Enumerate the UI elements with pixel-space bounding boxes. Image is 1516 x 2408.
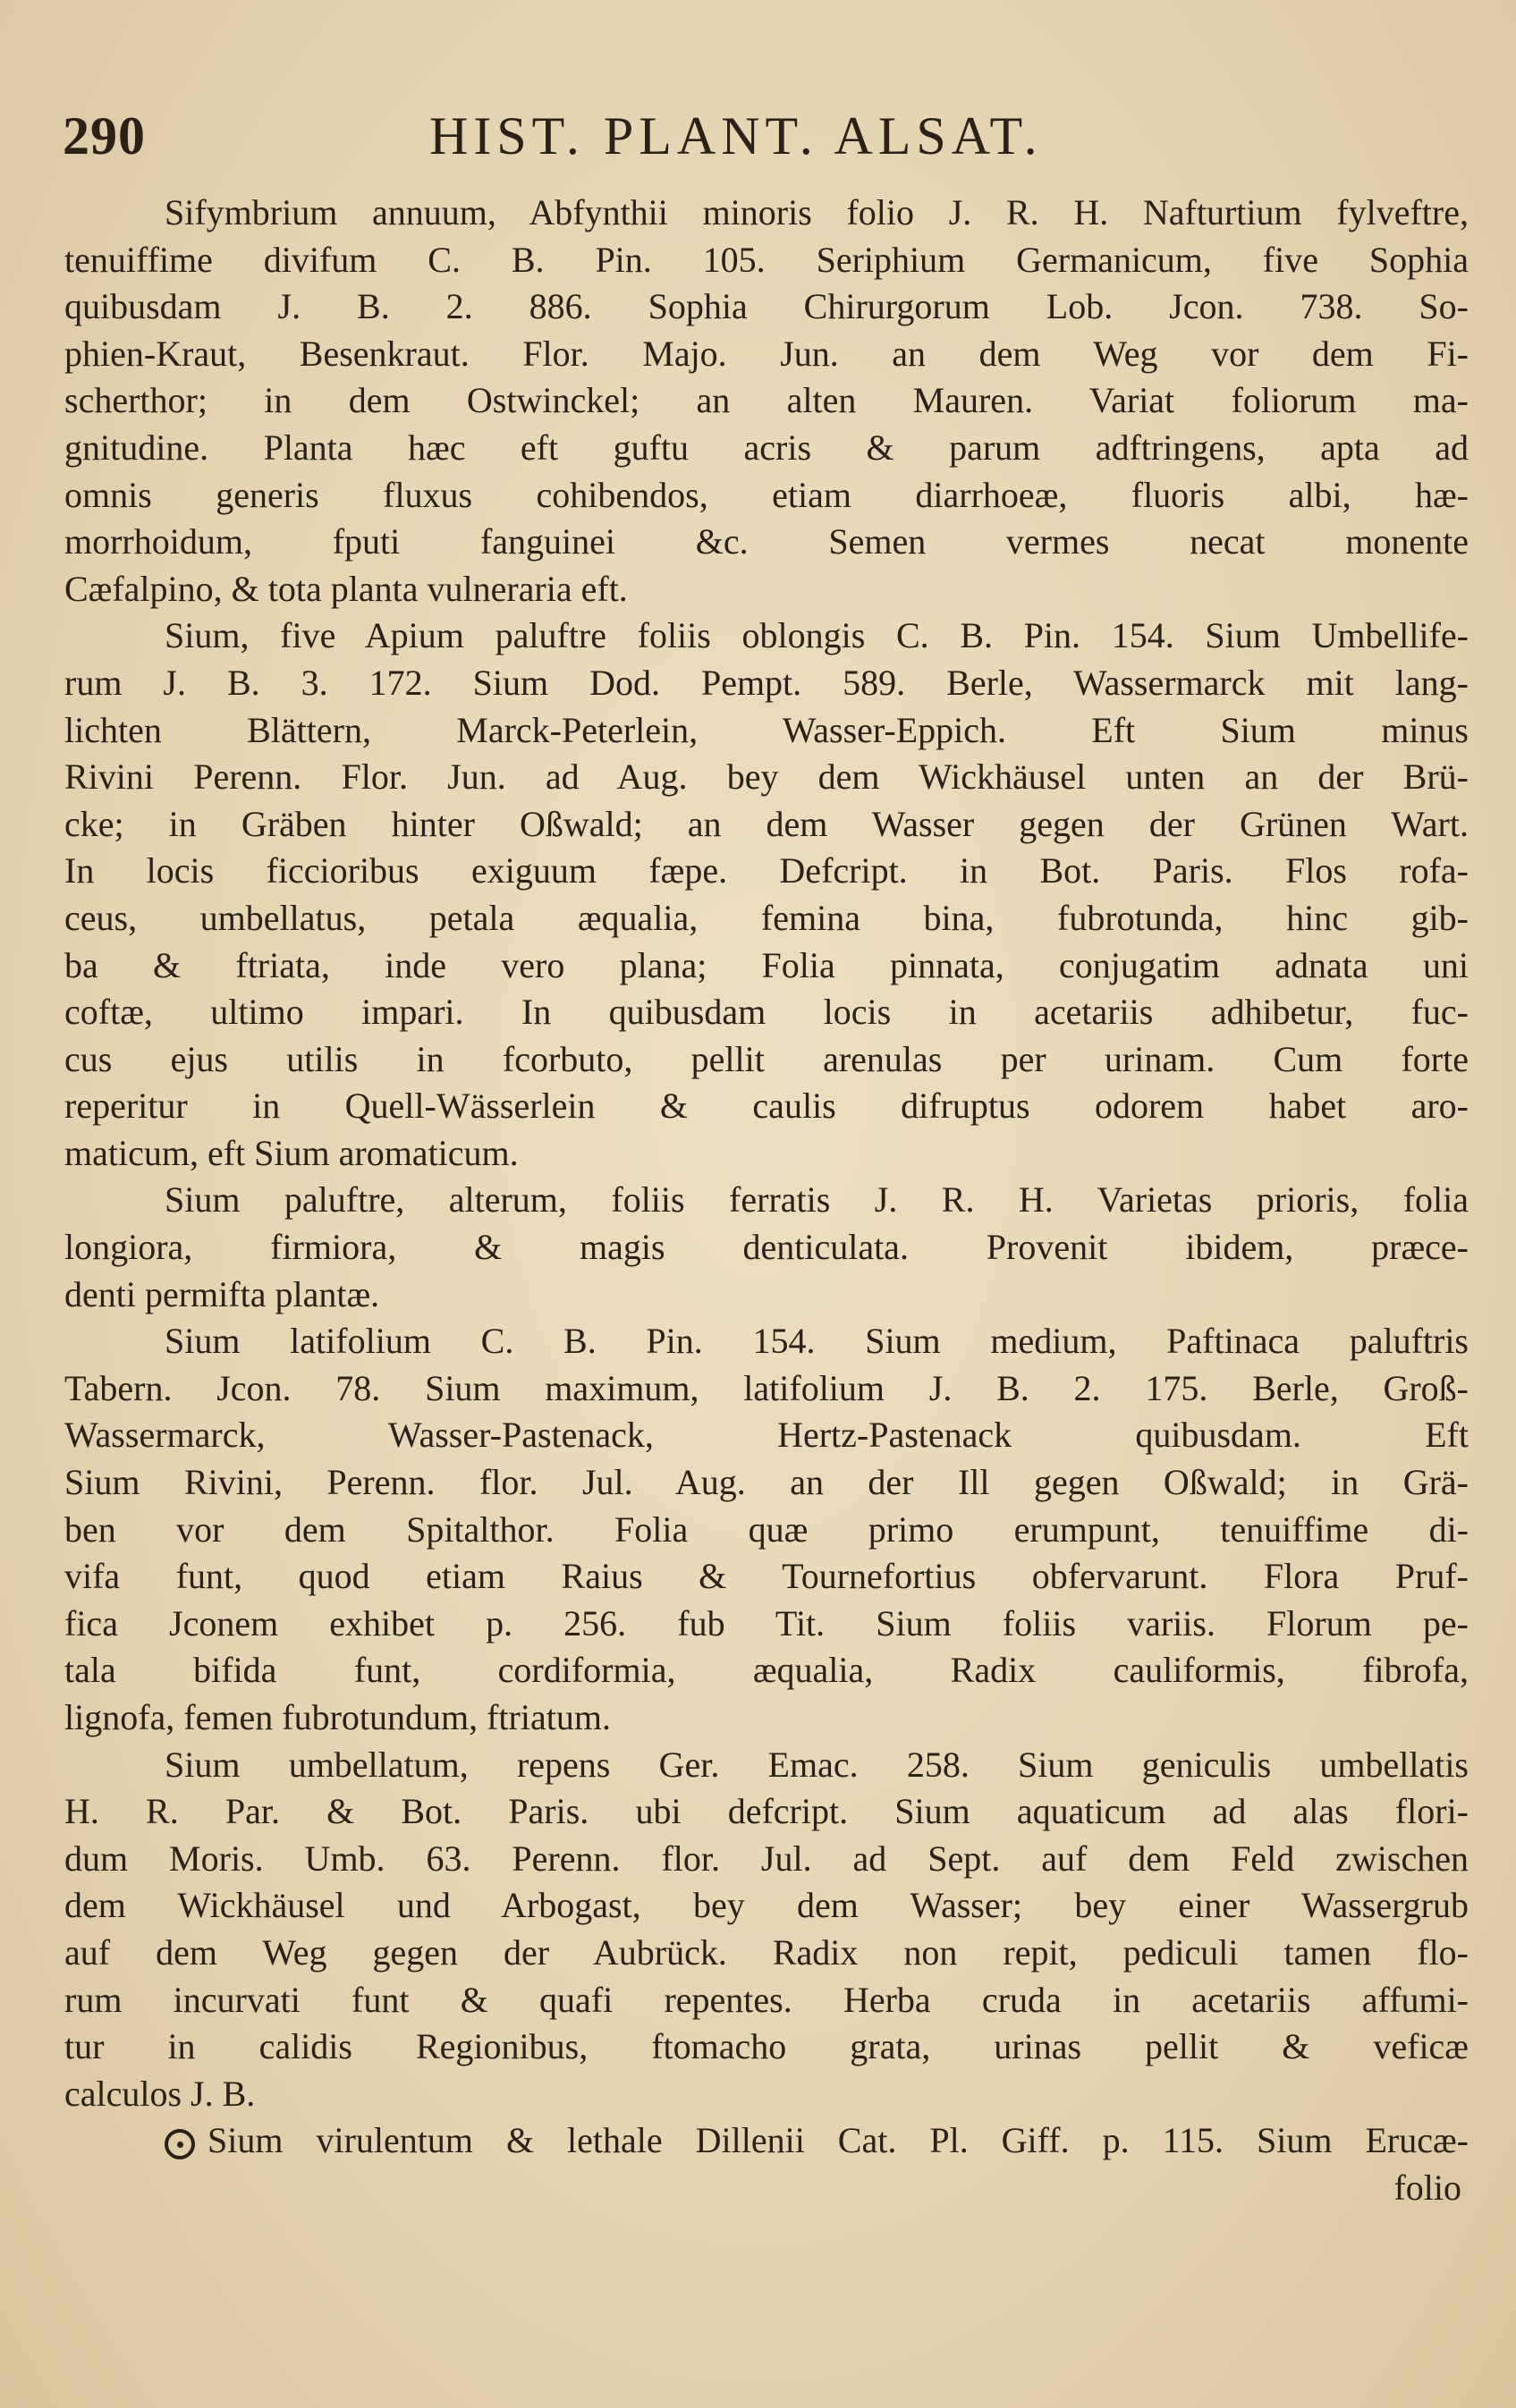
text-line: phien-Kraut, Besenkraut. Flor. Majo. Jun. an dem Weg vor dem Fi- — [64, 333, 1469, 374]
text-line: Sium umbellatum, repens Ger. Emac. 258. Sium geniculis umbellatis — [165, 1744, 1469, 1785]
text-line: Sium, five Apium paluftre foliis oblongis C. B. Pin. 154. Sium Umbellife- — [165, 615, 1469, 656]
bullet-circle-icon — [165, 2129, 195, 2159]
text-line: lignofa, femen fubrotundum, ftriatum. — [64, 1697, 611, 1737]
text-line: quibusdam J. B. 2. 886. Sophia Chirurgorum Lob. Jcon. 738. So- — [64, 286, 1469, 327]
text-line: Tabern. Jcon. 78. Sium maximum, latifolium J. B. 2. 175. Berle, Groß- — [64, 1367, 1469, 1408]
text-line: H. R. Par. & Bot. Paris. ubi defcript. Sium aquaticum ad alas flori- — [64, 1791, 1469, 1832]
text-line: dum Moris. Umb. 63. Perenn. flor. Jul. ad Sept. auf dem Feld zwischen — [64, 1838, 1469, 1879]
text-line: Sium Rivini, Perenn. flor. Jul. Aug. an der Ill gegen Oßwald; in Grä- — [64, 1462, 1469, 1503]
page-header — [63, 106, 1476, 186]
text-line: ben vor dem Spitalthor. Folia quæ primo erumpunt, tenuiffime di- — [64, 1508, 1469, 1550]
text-line: tur in calidis Regionibus, ftomacho grata, urinas pellit & veficæ — [64, 2026, 1469, 2067]
text-line: Rivini Perenn. Flor. Jun. ad Aug. bey dem Wickhäusel unten an der Brü- — [64, 756, 1469, 798]
text-line: gnitudine. Planta hæc eft guftu acris & parum adftringens, apta ad — [64, 427, 1469, 468]
text-line: Wassermarck, Wasser-Pastenack, Hertz-Pastenack quibusdam. Eft — [64, 1415, 1469, 1456]
text-line: lichten Blättern, Marck-Peterlein, Wasser-Eppich. Eft Sium minus — [64, 709, 1469, 750]
text-line: Cæfalpino, & tota planta vulneraria eft. — [64, 568, 628, 609]
text-line: ba & ftriata, inde vero plana; Folia pinnata, conjugatim adnata uni — [64, 944, 1469, 985]
text-line: Sifymbrium annuum, Abfynthii minoris folio J. R. H. Nafturtium fylveftre, — [165, 192, 1469, 232]
text-line: fica Jconem exhibet p. 256. fub Tit. Sium foliis variis. Florum pe- — [64, 1602, 1469, 1643]
body-text — [64, 190, 1469, 2212]
text-line: cke; in Gräben hinter Oßwald; an dem Wasser gegen der Grünen Wart. — [64, 803, 1469, 844]
text-line: calculos J. B. — [64, 2073, 256, 2114]
running-head: HIST. PLANT. ALSAT. — [429, 106, 1043, 165]
text-line: dem Wickhäusel und Arbogast, bey dem Wasser; bey einer Wassergrub — [64, 1885, 1469, 1926]
text-line: ceus, umbellatus, petala æqualia, femina bina, fubrotunda, hinc gib- — [64, 897, 1469, 938]
text-line: Sium paluftre, alterum, foliis ferratis J. R. H. Varietas prioris, folia — [165, 1179, 1469, 1221]
text-line: coftæ, ultimo impari. In quibusdam locis in acetariis adhibetur, fuc- — [64, 992, 1469, 1033]
text-line: denti permifta plantæ. — [64, 1273, 380, 1314]
text-line: longiora, firmiora, & magis denticulata. Provenit ibidem, præce- — [64, 1227, 1469, 1268]
catchword: folio — [1393, 2167, 1461, 2208]
text-line: reperitur in Quell-Wässerlein & caulis difruptus odorem habet aro- — [64, 1086, 1469, 1127]
text-line: In locis ficcioribus exiguum fæpe. Defcript. in Bot. Paris. Flos rofa- — [64, 850, 1469, 891]
text-line: tala bifida funt, cordiformia, æqualia, Radix cauliformis, fibrofa, — [64, 1650, 1469, 1691]
text-line-content: Sium virulentum & lethale Dillenii Cat. Pl. Giff. p. 115. Sium Erucæ- — [207, 2120, 1469, 2161]
text-line: vifa funt, quod etiam Raius & Tournefortius obfervarunt. Flora Pruf- — [64, 1556, 1469, 1597]
text-line: morrhoidum, fputi fanguinei &c. Semen vermes necat monente — [64, 521, 1469, 562]
text-line: Sium latifolium C. B. Pin. 154. Sium medium, Paftinaca paluftris — [165, 1321, 1469, 1362]
text-line: rum incurvati funt & quafi repentes. Herba cruda in acetariis affumi- — [64, 1979, 1469, 2020]
page-number: 290 — [63, 106, 146, 165]
text-line: omnis generis fluxus cohibendos, etiam diarrhoeæ, fluoris albi, hæ- — [64, 474, 1469, 515]
text-line: auf dem Weg gegen der Aubrück. Radix non repit, pediculi tamen flo- — [64, 1931, 1469, 1973]
text-line: rum J. B. 3. 172. Sium Dod. Pempt. 589. Berle, Wassermarck mit lang- — [64, 662, 1469, 703]
text-line — [64, 2117, 1469, 2165]
text-line: tenuiffime divifum C. B. Pin. 105. Seriphium Germanicum, five Sophia — [64, 239, 1469, 280]
text-line: maticum, eft Sium aromaticum. — [64, 1132, 519, 1173]
text-line: cus ejus utilis in fcorbuto, pellit arenulas per urinam. Cum forte — [64, 1038, 1469, 1079]
text-line: scherthor; in dem Ostwinckel; an alten Mauren. Variat foliorum ma- — [64, 380, 1469, 421]
